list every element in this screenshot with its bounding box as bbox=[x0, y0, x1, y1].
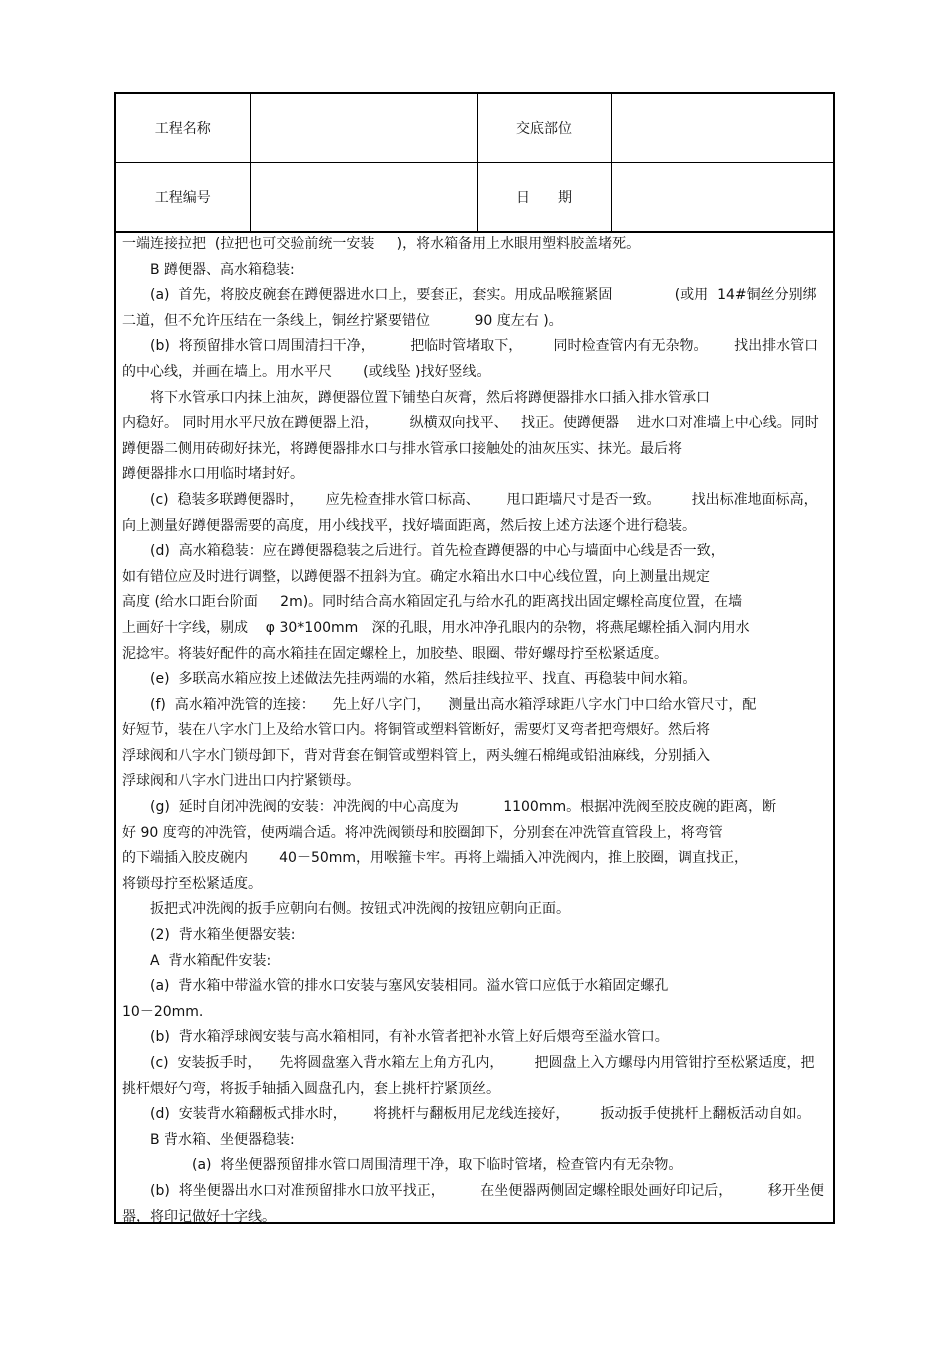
project-no-value bbox=[250, 163, 477, 233]
paragraph: B 背水箱、坐便器稳装: bbox=[150, 1131, 295, 1148]
paragraph: (c) 稳装多联蹲便器时， 应先检查排水管口标高、 甩口距墙尺寸是否一致。 找出标准地面标高，向上测量好蹲便器需要的高度，用小线找平，找好墙面距离，然后按上述方法逐个进行稳装。 bbox=[122, 491, 818, 534]
paragraph: (a) 首先，将胶皮碗套在蹲便器进水口上，要套正，套实。用成品喉箍紧固 (或用 14#铜丝分别绑二道，但不允许压结在一条线上，铜丝拧紧要错位 90 度左右 )。 bbox=[122, 287, 817, 329]
header-table bbox=[116, 94, 833, 233]
paragraph: (g) 延时自闭冲洗阀的安装：冲洗阀的中心高度为 1100mm。根据冲洗阀至胶皮碗的距离，断 好 90 度弯的冲洗管，使两端合适。将冲洗阀锁母和胶圈卸下，分别套在冲洗管直管段上，将弯管 的下端插入胶皮碗内 40－50mm，用喉箍卡牢。再将上端插入冲洗阀内，推上胶圈，调直找正， 将锁母拧至松紧适度。 bbox=[122, 799, 777, 892]
paragraph: (b) 背水箱浮球阀安装与高水箱相同，有补水管者把补水管上好后煨弯至溢水管口。 bbox=[150, 1029, 669, 1046]
paragraph: (a) 将坐便器预留排水管口周围清理干净，取下临时管堵，检查管内有无杂物。 bbox=[192, 1157, 683, 1174]
paragraph: B 蹲便器、高水箱稳装: bbox=[150, 261, 295, 278]
paragraph: (2) 背水箱坐便器安装: bbox=[150, 927, 296, 944]
section-label: 交底部位 bbox=[477, 94, 611, 163]
paragraph: (d) 安装背水箱翻板式排水时， 将挑杆与翻板用尼龙线连接好， 扳动扳手使挑杆上翻板活动自如。 bbox=[150, 1106, 811, 1123]
date-label: 日期 bbox=[477, 163, 611, 233]
disclosure-sheet bbox=[114, 92, 835, 1224]
paragraph: 扳把式冲洗阀的扳手应朝向右侧。按钮式冲洗阀的按钮应朝向正面。 bbox=[150, 901, 570, 918]
header-row-2 bbox=[116, 163, 833, 233]
project-name-value bbox=[250, 94, 477, 163]
paragraph: (a) 背水箱中带溢水管的排水口安装与塞风安装相同。溢水管口应低于水箱固定螺孔 10－20mm. bbox=[122, 978, 669, 1020]
project-name-label: 工程名称 bbox=[116, 94, 250, 163]
header-row-1 bbox=[116, 94, 833, 163]
paragraph: (c) 安装扳手时， 先将圆盘塞入背水箱左上角方孔内， 把圆盘上入方螺母内用管钳拧至松紧适度，把挑杆煨好勺弯，将扳手轴插入圆盘孔内，套上挑杆拧紧顶丝。 bbox=[122, 1055, 815, 1097]
paragraph: 将下水管承口内抹上油灰，蹲便器位置下铺垫白灰膏，然后将蹲便器排水口插入排水管承口 内稳好。 同时用水平尺放在蹲便器上沿， 纵横双向找平、 找正。使蹲便器 进水口对准墙上中心线。同时蹲便器二侧用砖砌好抹光，将蹲便器排水口与排水管承口接触处的油灰压实、抹光。最后将 蹲便器排水口用临时堵封好。 bbox=[122, 389, 819, 483]
section-value bbox=[611, 94, 833, 163]
project-no-label: 工程编号 bbox=[116, 163, 250, 233]
paragraph: A 背水箱配件安装: bbox=[150, 952, 272, 969]
paragraph: (f) 高水箱冲洗管的连接： 先上好八字门， 测量出高水箱浮球距八字水门中口给水管尺寸，配 好短节，装在八字水门上及给水管口内。将铜管或塑料管断好，需要灯叉弯者把弯煨好。然后将 浮球阀和八字水门锁母卸下，背对背套在铜管或塑料管上，两头缠石棉绳或铅油麻线，分别插入 浮球阀和八字水门进出口内拧紧锁母。 bbox=[122, 696, 757, 790]
paragraph: (b) 将预留排水管口周围清扫干净， 把临时管堵取下， 同时检查管内有无杂物。 找出排水管口的中心线，并画在墙上。用水平尺 (或线坠 )找好竖线。 bbox=[122, 338, 819, 380]
date-value bbox=[611, 163, 833, 233]
paragraph: (b) 将坐便器出水口对准预留排水口放平找正， 在坐便器两侧固定螺栓眼处画好印记后， 移开坐便器，将印记做好十字线。 bbox=[122, 1182, 824, 1225]
paragraph: 一端连接拉把 (拉把也可交验前统一安装 )，将水箱备用上水眼用塑料胶盖堵死。 bbox=[122, 236, 641, 252]
paragraph: (d) 高水箱稳装：应在蹲便器稳装之后进行。首先检查蹲便器的中心与墙面中心线是否一致， 如有错位应及时进行调整，以蹲便器不扭斜为宜。确定水箱出水口中心线位置，向上测量出规定 高度 (给水口距台阶面 2m)。同时结合高水箱固定孔与给水孔的距离找出固定螺栓高度位置，在墙 上画好十字线，剔成 φ 30*100mm 深的孔眼，用水冲净孔眼内的杂物，将燕尾螺栓插入洞内用水 泥捻牢。将装好配件的高水箱挂在固定螺栓上，加胶垫、眼圈、带好螺母拧至松紧适度。 bbox=[122, 543, 750, 662]
disclosure-body bbox=[122, 232, 828, 1230]
paragraph: (e) 多联高水箱应按上述做法先挂两端的水箱，然后挂线拉平、找直、再稳装中间水箱。 bbox=[150, 671, 697, 688]
